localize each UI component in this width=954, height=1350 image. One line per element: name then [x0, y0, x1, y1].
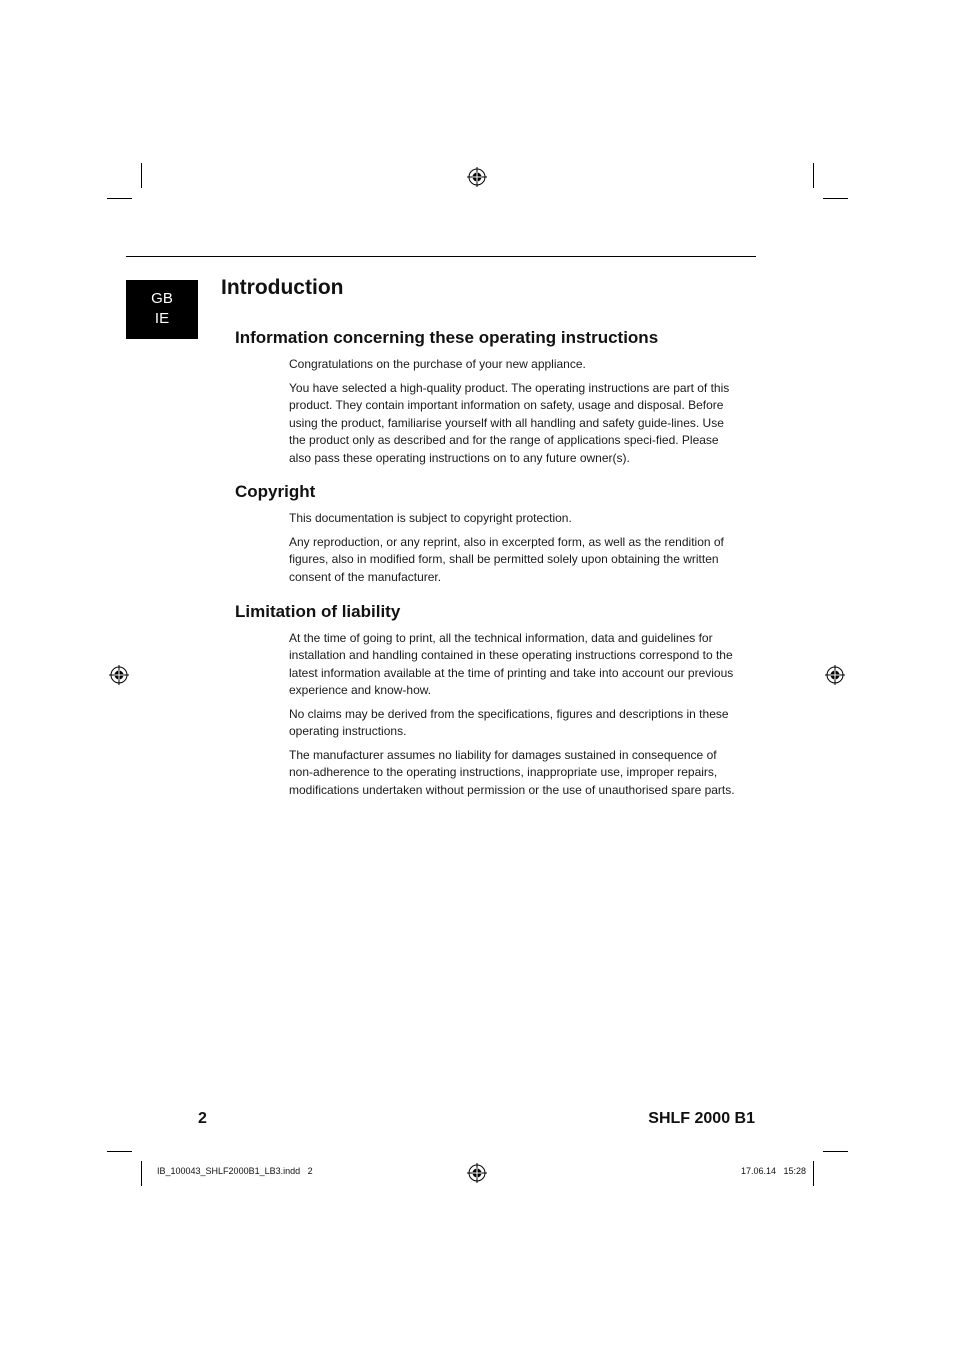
- registration-mark-icon: [825, 665, 845, 685]
- slug-filename: IB_100043_SHLF2000B1_LB3.indd 2: [157, 1166, 313, 1176]
- page-title: Introduction: [221, 276, 344, 299]
- language-tab: [126, 280, 198, 339]
- language-tab-ie: IE: [154, 310, 170, 327]
- section-heading-copyright: Copyright: [235, 482, 316, 501]
- copyright-paragraph-1: This documentation is subject to copyright protection.: [289, 511, 572, 525]
- model-name: SHLF 2000 B1: [648, 1110, 755, 1127]
- crop-mark: [813, 1161, 814, 1186]
- liability-paragraph-1: At the time of going to print, all the technical information, data and guidelines for installation and handling contained in these operating instructions correspond to the latest information available at the time of printing and take into account our previous experience and know-how.: [289, 631, 734, 698]
- crop-mark: [141, 1161, 142, 1186]
- liability-paragraph-2: No claims may be derived from the specifications, figures and descriptions in these operating instructions.: [289, 707, 729, 739]
- info-paragraph-1: Congratulations on the purchase of your new appliance.: [289, 357, 586, 371]
- crop-mark: [823, 1151, 848, 1152]
- copyright-paragraph-2: Any reproduction, or any reprint, also in excerpted form, as well as the rendition of figures, also in modified form, shall be permitted solely upon obtaining the written consent of the manufacturer.: [289, 535, 724, 584]
- header-rule: [126, 256, 756, 257]
- slug-timestamp: 17.06.14 15:28: [740, 1166, 806, 1176]
- crop-mark: [107, 198, 132, 199]
- liability-paragraph-3: The manufacturer assumes no liability for damages sustained in consequence of non-adherence to the operating instructions, inappropriate use, improper repairs, modifications undertaken without permission or the use of unauthorised spare parts.: [289, 748, 735, 797]
- crop-mark: [141, 163, 142, 188]
- crop-mark: [813, 163, 814, 188]
- section-heading-information: Information concerning these operating instructions: [235, 328, 659, 347]
- registration-mark-icon: [467, 1163, 487, 1183]
- crop-mark: [107, 1151, 132, 1152]
- page-number: 2: [198, 1110, 207, 1127]
- registration-mark-icon: [467, 167, 487, 187]
- section-heading-liability: Limitation of liability: [235, 602, 401, 621]
- registration-mark-icon: [109, 665, 129, 685]
- crop-mark: [823, 198, 848, 199]
- info-paragraph-2: You have selected a high-quality product. The operating instructions are part of this product. They contain important information on safety, usage and disposal. Before using the product, familiarise yourself with all handling and safety guide-lines. Use the product only as described and for the range of applications speci-fied. Please also pass these operating instructions on to any future owner(s).: [289, 381, 730, 465]
- language-tab-gb: GB: [151, 290, 173, 307]
